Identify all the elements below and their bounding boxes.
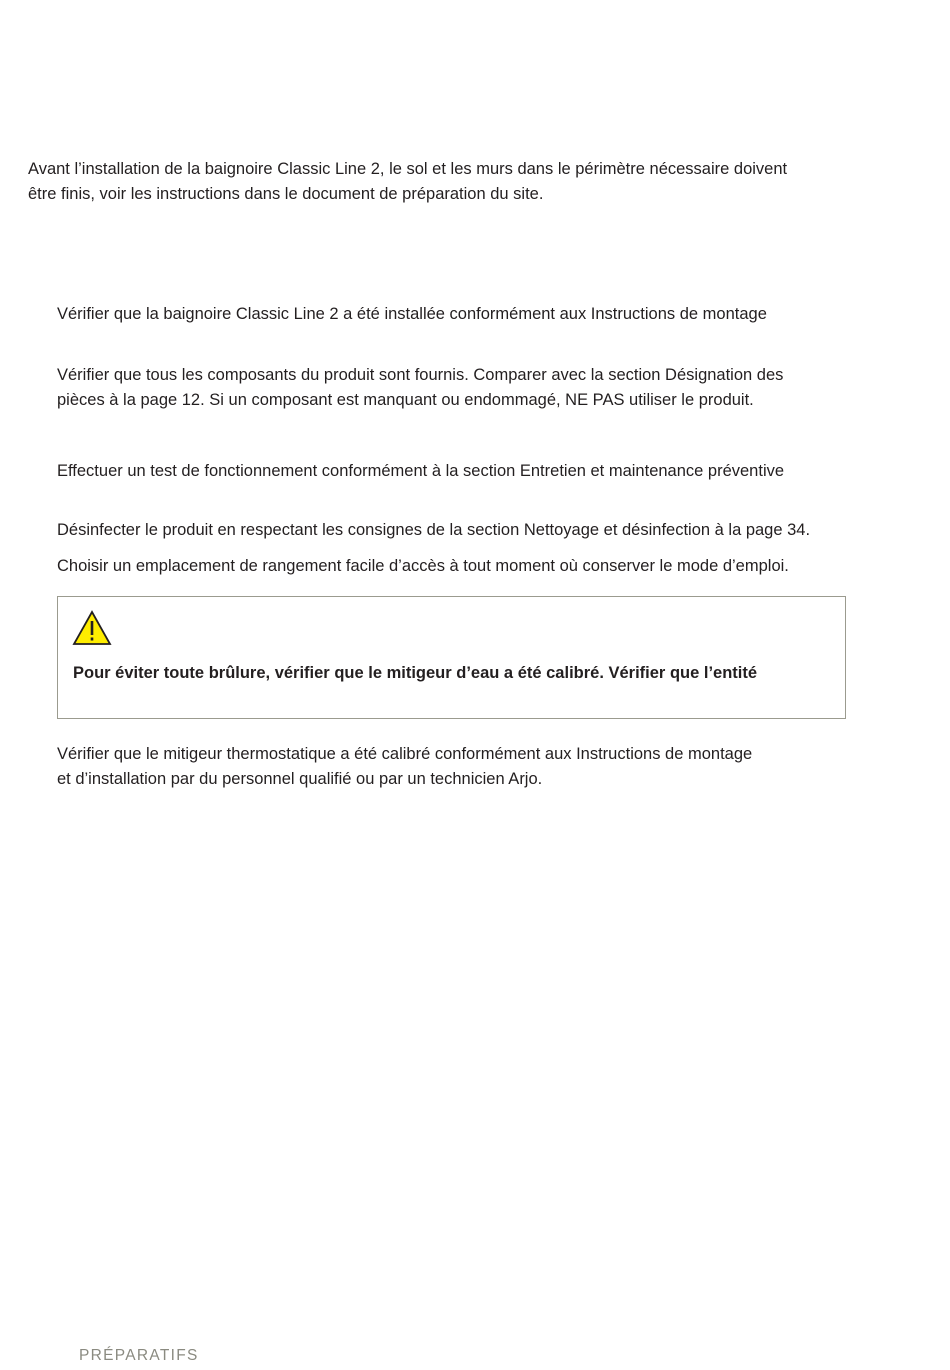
warning-text: Pour éviter toute brûlure, vérifier que le mitigeur d’eau a été calibré. Vérifier que l’entité — [73, 664, 758, 682]
intro-line: être finis, voir les instructions dans le document de préparation du site. — [28, 185, 544, 203]
step-line: Vérifier que tous les composants du produit sont fournis. Comparer avec la section Désignation des — [57, 366, 784, 384]
step-paragraph — [57, 302, 767, 327]
warning-triangle-icon — [72, 610, 112, 646]
step-paragraph — [57, 459, 784, 484]
step-line: et d’installation par du personnel qualifié ou par un technicien Arjo. — [57, 770, 543, 788]
intro-line: Avant l’installation de la baignoire Classic Line 2, le sol et les murs dans le périmètre nécessaire doivent — [28, 160, 788, 178]
step-line: Effectuer un test de fonctionnement conformément à la section Entretien et maintenance préventive — [57, 462, 785, 480]
step-paragraph — [57, 518, 810, 543]
footer-section-label: PRÉPARATIFS — [79, 1347, 199, 1364]
step-paragraph — [57, 742, 752, 792]
step-paragraph — [57, 554, 789, 579]
step-paragraph — [57, 363, 783, 413]
intro-paragraph — [28, 157, 787, 207]
warning-box — [57, 596, 846, 719]
step-line: Vérifier que le mitigeur thermostatique a été calibré conformément aux Instructions de montage — [57, 745, 753, 763]
step-line: Vérifier que la baignoire Classic Line 2 a été installée conformément aux Instructions de montage — [57, 305, 767, 323]
step-line: pièces à la page 12. Si un composant est manquant ou endommagé, NE PAS utiliser le produit. — [57, 391, 754, 409]
step-line: Désinfecter le produit en respectant les consignes de la section Nettoyage et désinfection à la page 34. — [57, 521, 811, 539]
step-line: Choisir un emplacement de rangement facile d’accès à tout moment où conserver le mode d’emploi. — [57, 557, 789, 575]
